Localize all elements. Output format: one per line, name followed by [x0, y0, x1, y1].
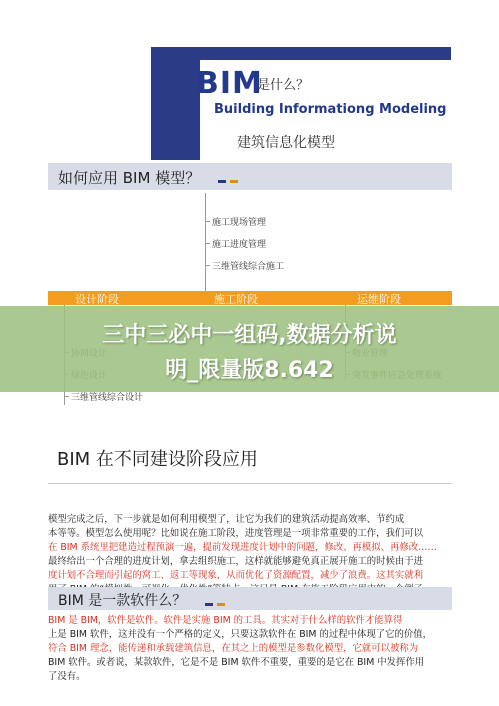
paragraph-line: 上是 BIM 软件，这并没有一个严格的定义，只要这款软件在 BIM 的过程中体现了它的价值， — [48, 629, 432, 640]
divider — [48, 483, 452, 484]
diagram-branch — [205, 221, 210, 222]
paragraph-line-highlight: 度计划不合理而引起的窝工、返工等现象，从而优化了资源配置，减少了浪费。这其实就利 — [48, 570, 424, 581]
diagram-branch — [205, 243, 210, 244]
diagram-branch — [205, 265, 210, 266]
phase-design: 设计阶段 — [75, 293, 119, 306]
section-header-is-software — [48, 587, 452, 610]
design-item: 三维管线综合设计 — [71, 393, 144, 403]
overlay-title-line1: 三中三必中一组码,数据分析说 — [102, 323, 397, 348]
section-title: 如何应用 BIM 模型？ — [58, 169, 201, 187]
paragraph-line: BIM 软件。或者说，某款软件，它是不是 BIM 软件不重要，重要的是它在 BIM 中发挥作用 — [48, 657, 425, 668]
bim-chinese-title: 建筑信息化模型 — [237, 135, 335, 151]
paragraph-line: 了没有。 — [48, 671, 86, 682]
paragraph-line-highlight: 在 BIM 系统里把建造过程预演一遍，提前发现进度计划中的问题，修改、再模拟、再修改…… — [48, 542, 437, 553]
accent-dash-blue — [218, 180, 226, 183]
construction-item: 三维管线综合施工 — [212, 262, 285, 272]
paragraph-line-highlight: 符合 BIM 理念，能传递和承载建筑信息，在其之上的模型是参数化模型，它就可以被称为 — [48, 643, 419, 654]
section-heading: BIM 在不同建设阶段应用 — [57, 449, 258, 470]
section-header-how-to-use — [48, 163, 452, 190]
construction-item: 施工进度管理 — [212, 240, 267, 250]
paragraph-line-highlight: BIM 是 BIM，软件是软件。软件是实施 BIM 的工具。其实对于什么样的软件才能算得 — [48, 615, 403, 626]
phase-construction: 施工阶段 — [214, 293, 258, 306]
phase-operations: 运维阶段 — [357, 293, 401, 306]
accent-dash-orange — [230, 180, 238, 183]
accent-dash-blue — [205, 603, 213, 606]
accent-dash-orange — [217, 603, 225, 606]
paragraph-line: 本等等。模型怎么使用呢？比如说在施工阶段，进度管理是一项非常重要的工作，我们可以 — [48, 528, 424, 539]
bim-english-title: Building Informationg Modeling — [214, 102, 447, 117]
paragraph-line: 最终给出一个合理的进度计划，拿去组织施工，这样就能够避免真正展开施工的时候由于进 — [48, 556, 424, 567]
diagram-branch — [64, 396, 69, 397]
paragraph-line: 模型完成之后，下一步就是如何利用模型了，让它为我们的建筑活动提高效率、节约成 — [48, 514, 405, 525]
construction-item: 施工现场管理 — [212, 218, 267, 228]
section-title: BIM 是一款软件么？ — [58, 593, 187, 609]
overlay-title-line2: 明_限量版8.642 — [165, 358, 334, 383]
bim-logo: BIM — [196, 66, 263, 101]
bim-what-text: 是什么？ — [257, 78, 310, 93]
